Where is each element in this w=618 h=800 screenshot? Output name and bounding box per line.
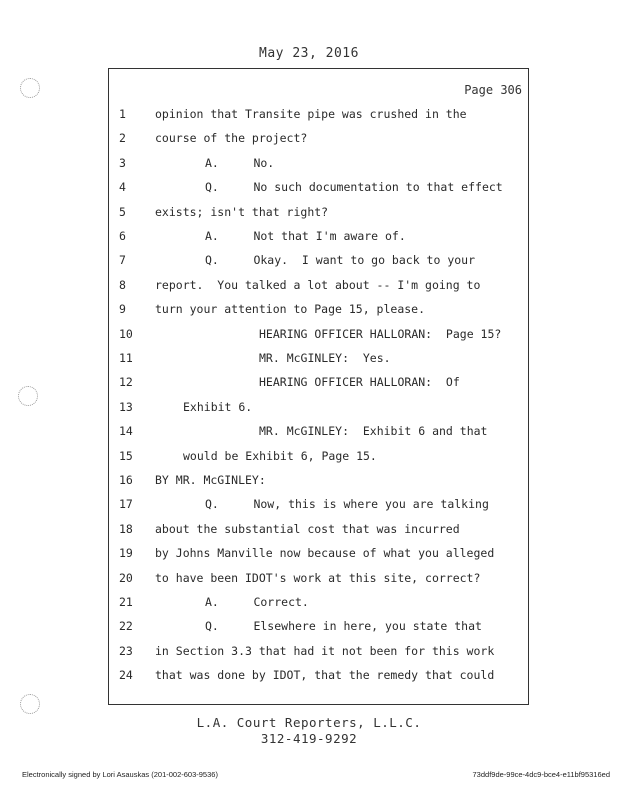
line-number: 19 xyxy=(119,546,133,561)
transcript-line xyxy=(109,617,530,635)
line-number: 15 xyxy=(119,448,133,463)
footer-company: L.A. Court Reporters, L.L.C. xyxy=(196,715,422,730)
transcript-line xyxy=(109,154,530,172)
line-number: 16 xyxy=(119,473,133,487)
line-number: 11 xyxy=(119,351,133,365)
line-number: 17 xyxy=(119,497,133,512)
signature-right: 73ddf9de-99ce-4dc9-bce4-e11bf95316ed xyxy=(472,770,610,779)
transcript-line xyxy=(109,276,530,294)
line-number: 5 xyxy=(119,204,126,219)
punch-hole-icon xyxy=(18,386,38,406)
transcript-line xyxy=(109,447,530,465)
transcript-line xyxy=(109,569,530,587)
transcript-line xyxy=(109,105,530,123)
transcript-line xyxy=(109,227,530,245)
line-text: A. Correct. xyxy=(205,595,309,609)
transcript-line xyxy=(109,129,530,147)
page-label: Page 306 xyxy=(464,83,522,97)
line-number: 24 xyxy=(119,668,133,683)
punch-hole-icon xyxy=(20,694,40,714)
signature-left: Electronically signed by Lori Asauskas (201-002-603-9536) xyxy=(22,770,218,779)
line-text: MR. McGINLEY: Yes. xyxy=(259,351,391,365)
line-number: 23 xyxy=(119,643,133,658)
line-number: 3 xyxy=(119,155,126,170)
transcript-line xyxy=(109,251,530,269)
transcript-line xyxy=(109,593,530,611)
line-number: 7 xyxy=(119,253,126,268)
line-text: that was done by IDOT, that the remedy that could xyxy=(155,668,495,683)
footer-phone: 312-419-9292 xyxy=(260,731,358,746)
transcript-line xyxy=(109,325,530,343)
punch-hole-icon xyxy=(20,78,40,98)
line-text: Q. Now, this is where you are talking xyxy=(205,497,489,512)
line-text: exists; isn't that right? xyxy=(155,204,329,219)
transcript-line xyxy=(109,349,530,367)
line-text: BY MR. McGINLEY: xyxy=(155,473,266,487)
transcript-line xyxy=(109,495,530,513)
transcript-line xyxy=(109,666,530,684)
header-date: May 23, 2016 xyxy=(259,46,359,61)
line-number: 8 xyxy=(119,277,126,292)
line-text: HEARING OFFICER HALLORAN: Of xyxy=(259,375,460,390)
line-text: HEARING OFFICER HALLORAN: Page 15? xyxy=(259,326,502,341)
line-text: by Johns Manville now because of what you alleged xyxy=(155,546,495,561)
transcript-frame xyxy=(108,68,529,705)
line-text: Exhibit 6. xyxy=(183,399,253,414)
line-text: A. Not that I'm aware of. xyxy=(205,229,406,243)
line-number: 20 xyxy=(119,570,133,585)
line-text: turn your attention to Page 15, please. xyxy=(155,302,426,317)
line-text: course of the project? xyxy=(155,131,308,146)
transcript-line xyxy=(109,203,530,221)
line-number: 13 xyxy=(119,399,133,414)
line-number: 10 xyxy=(119,326,133,341)
transcript-line xyxy=(109,544,530,562)
line-text: opinion that Transite pipe was crushed in the xyxy=(155,107,467,121)
line-number: 6 xyxy=(119,229,126,243)
line-text: to have been IDOT's work at this site, correct? xyxy=(155,570,481,585)
line-text: Q. Okay. I want to go back to your xyxy=(205,253,476,268)
line-number: 14 xyxy=(119,424,133,439)
line-number: 1 xyxy=(119,107,126,121)
line-text: in Section 3.3 that had it not been for this work xyxy=(155,643,495,658)
transcript-line xyxy=(109,300,530,318)
line-text: A. No. xyxy=(205,155,275,170)
line-text: report. You talked a lot about -- I'm going to xyxy=(155,277,481,292)
transcript-line xyxy=(109,471,530,489)
transcript-line xyxy=(109,422,530,440)
transcript-line xyxy=(109,398,530,416)
line-text: MR. McGINLEY: Exhibit 6 and that xyxy=(259,424,488,439)
transcript-line xyxy=(109,520,530,538)
line-text: about the substantial cost that was incurred xyxy=(155,521,460,536)
line-text: Q. Elsewhere in here, you state that xyxy=(205,619,482,634)
line-text: would be Exhibit 6, Page 15. xyxy=(183,448,377,463)
line-number: 18 xyxy=(119,521,133,536)
line-number: 2 xyxy=(119,131,126,146)
transcript-line xyxy=(109,373,530,391)
line-number: 22 xyxy=(119,619,133,634)
line-number: 9 xyxy=(119,302,126,317)
line-text: Q. No such documentation to that effect xyxy=(205,180,503,195)
line-number: 12 xyxy=(119,375,133,390)
transcript-line xyxy=(109,642,530,660)
line-number: 21 xyxy=(119,595,133,609)
line-number: 4 xyxy=(119,180,126,195)
transcript-line xyxy=(109,178,530,196)
